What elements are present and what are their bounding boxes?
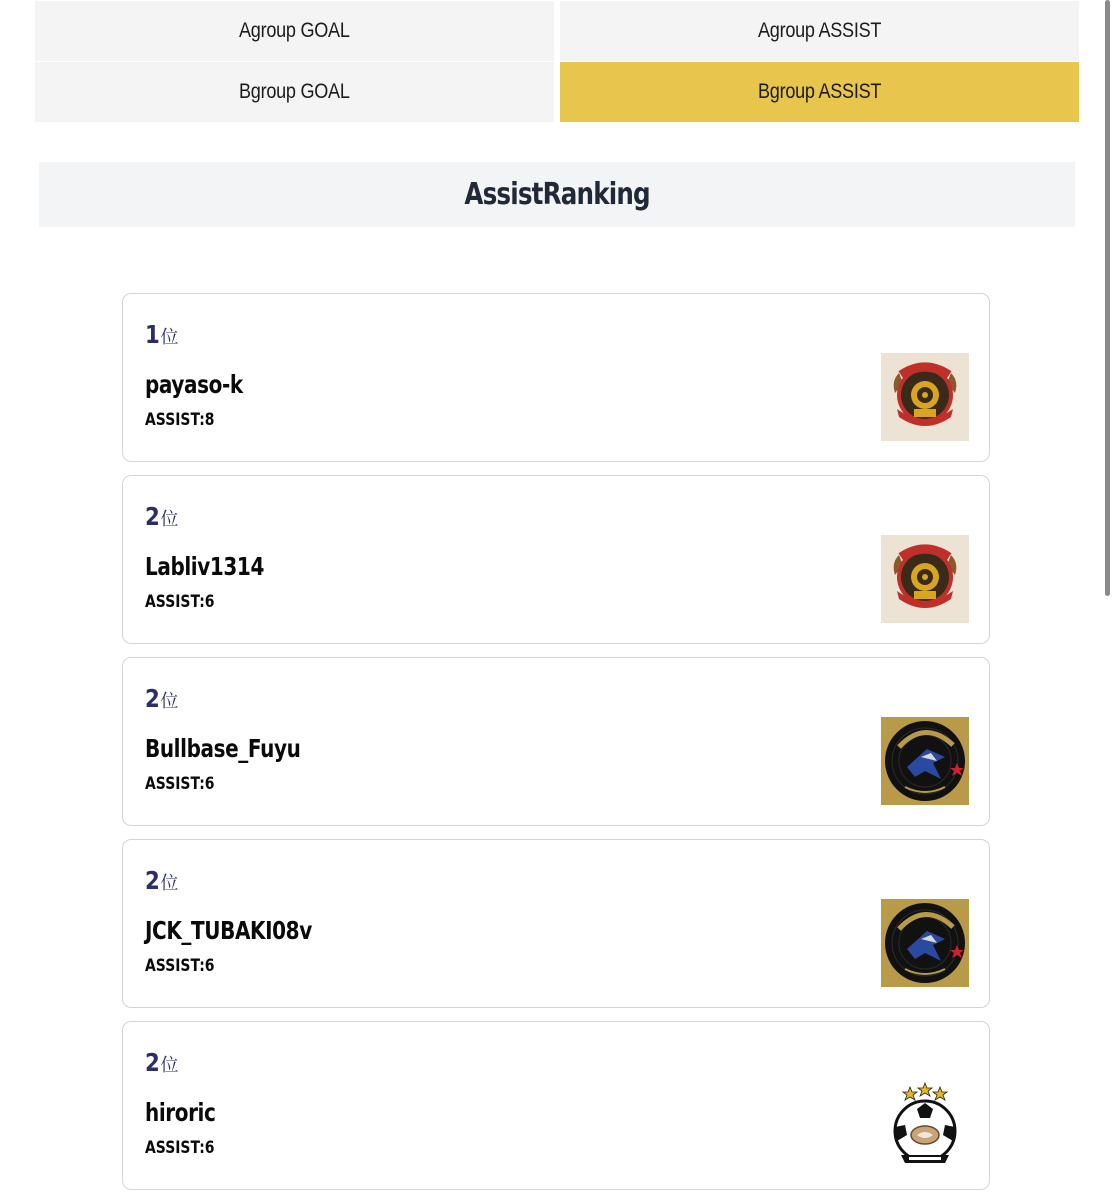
tab-label: Bgroup ASSIST: [757, 80, 882, 103]
assist-value: 6: [204, 1138, 215, 1158]
rank-suffix: 位: [160, 691, 179, 712]
assist-count: [145, 410, 215, 430]
ranking-card: [122, 1021, 990, 1190]
player-name: payaso-k: [145, 370, 243, 399]
scrollbar[interactable]: [1105, 0, 1110, 596]
ranking-card: [122, 657, 990, 826]
tab-agroup-goal[interactable]: [35, 1, 554, 61]
ranking-card: [122, 293, 990, 462]
rank-label: [145, 320, 178, 349]
assist-count: [145, 774, 215, 794]
gimme-shelter-badge-icon: [881, 899, 969, 987]
assist-value: 6: [204, 592, 215, 612]
break-time-ball-crest-icon: [881, 1081, 969, 1169]
tab-label: Agroup ASSIST: [757, 19, 882, 42]
levermkuchen-crest-icon: [881, 353, 969, 441]
assist-count: [145, 956, 215, 976]
rank-label: [145, 1048, 178, 1077]
ranking-card: [122, 475, 990, 644]
assist-count: [145, 1138, 215, 1158]
rank-number: 2: [145, 684, 160, 713]
player-name: JCK_TUBAKI08v: [145, 916, 312, 945]
assist-count: [145, 592, 215, 612]
ranking-card: [122, 839, 990, 1008]
rank-suffix: 位: [160, 1055, 179, 1076]
rank-label: [145, 684, 178, 713]
rank-number: 1: [145, 320, 160, 349]
assist-prefix: ASSIST:: [145, 956, 205, 976]
rank-label: [145, 866, 178, 895]
tab-agroup-assist[interactable]: [560, 1, 1079, 61]
tab-label: Agroup GOAL: [239, 19, 350, 42]
player-name: Bullbase_Fuyu: [145, 734, 301, 763]
player-name: Labliv1314: [145, 552, 264, 581]
page-title: AssistRanking: [464, 177, 650, 212]
assist-prefix: ASSIST:: [145, 774, 205, 794]
rank-label: [145, 502, 178, 531]
group-tabs: [35, 1, 1080, 122]
rank-number: 2: [145, 502, 160, 531]
rank-suffix: 位: [160, 873, 179, 894]
assist-value: 6: [204, 774, 215, 794]
assist-prefix: ASSIST:: [145, 592, 205, 612]
rank-number: 2: [145, 866, 160, 895]
assist-prefix: ASSIST:: [145, 410, 205, 430]
rank-number: 2: [145, 1048, 160, 1077]
levermkuchen-crest-icon: [881, 535, 969, 623]
gimme-shelter-badge-icon: [881, 717, 969, 805]
tab-bgroup-goal[interactable]: [35, 62, 554, 122]
tab-bgroup-assist[interactable]: [560, 62, 1079, 122]
player-name: hiroric: [145, 1098, 216, 1127]
assist-value: 8: [204, 410, 215, 430]
rank-suffix: 位: [160, 509, 179, 530]
ranking-title-bar: [39, 162, 1075, 227]
tab-label: Bgroup GOAL: [239, 80, 350, 103]
assist-prefix: ASSIST:: [145, 1138, 205, 1158]
rank-suffix: 位: [160, 327, 179, 348]
assist-value: 6: [204, 956, 215, 976]
